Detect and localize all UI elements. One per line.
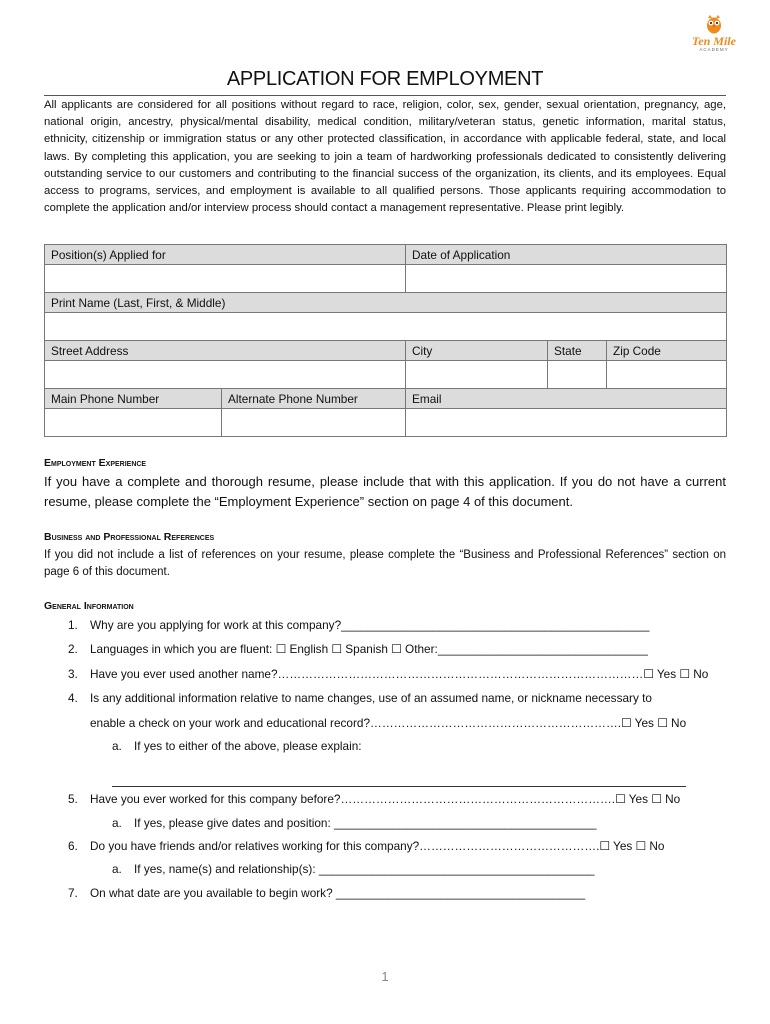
question-5[interactable] <box>68 792 680 806</box>
question-text: Languages in which you are fluent: ☐ English ☐ Spanish ☐ Other:________________________________ <box>90 642 648 656</box>
question-5a[interactable] <box>112 816 596 830</box>
city-field[interactable] <box>406 361 548 389</box>
question-number: 2. <box>68 642 78 656</box>
intro-paragraph: All applicants are considered for all positions without regard to race, religion, color, sex, gender, sexual orientation, pregnancy, age, national origin, ancestry, physical/mental disability, medical condition, military/veteran status, genetic information, marital status, ethnicity, citizenship or immigration status or any other protected classification, in accordance with applicable federal, state, and local laws. By completing this application, you are seeking to join a team of hardworking professionals dedicated to consistently delivering outstanding service to our customers and contributing to the financial success of the organization, its clients, and its employees. Equal access to programs, services, and employment is available to all qualified persons. Those applicants requiring accommodation to complete the application and/or interview process should contact a management representative. Please print legibly. <box>44 99 726 215</box>
question-4-continued[interactable] <box>90 716 686 730</box>
alt-phone-field[interactable] <box>222 409 406 437</box>
name-label: Print Name (Last, First, & Middle) <box>45 293 727 313</box>
logo-brand-text: Ten Mile <box>692 34 736 48</box>
email-field[interactable] <box>406 409 727 437</box>
positions-field[interactable] <box>45 265 406 293</box>
state-field[interactable] <box>548 361 607 389</box>
question-1[interactable] <box>68 618 650 632</box>
question-4a <box>112 739 362 753</box>
state-label: State <box>548 341 607 361</box>
question-text: Is any additional information relative to name changes, use of an assumed name, or nickname necessary to <box>90 691 652 705</box>
employment-heading: Employment Experience <box>44 457 147 469</box>
question-number: 5. <box>68 792 78 806</box>
question-number: 7. <box>68 886 78 900</box>
owl-mascot-icon <box>705 14 723 34</box>
email-label: Email <box>406 389 727 409</box>
explain-answer-line[interactable] <box>112 786 686 787</box>
question-text: If yes, please give dates and position: ________________________________________ <box>134 816 597 830</box>
question-6[interactable] <box>68 839 665 853</box>
page-title: APPLICATION FOR EMPLOYMENT <box>226 68 544 90</box>
question-text: If yes to either of the above, please explain: <box>134 739 362 753</box>
logo-sub-text: ACADEMY <box>699 47 729 52</box>
question-number: 6. <box>68 839 78 853</box>
name-field[interactable] <box>45 313 727 341</box>
question-number: a. <box>112 739 122 753</box>
zip-field[interactable] <box>607 361 727 389</box>
positions-label: Position(s) Applied for <box>45 245 406 265</box>
question-7[interactable] <box>68 886 585 900</box>
question-number: a. <box>112 862 122 876</box>
street-label: Street Address <box>45 341 406 361</box>
question-2[interactable] <box>68 642 648 656</box>
question-number: 4. <box>68 691 78 705</box>
date-field[interactable] <box>406 265 727 293</box>
question-number: 1. <box>68 618 78 632</box>
question-text: On what date are you available to begin work? ______________________________________ <box>90 886 586 900</box>
main-phone-label: Main Phone Number <box>45 389 222 409</box>
city-label: City <box>406 341 548 361</box>
alt-phone-label: Alternate Phone Number <box>222 389 406 409</box>
question-text: Have you ever used another name?…………………………………………………………………………………☐ Yes ☐ No <box>90 667 709 681</box>
question-number: 3. <box>68 667 78 681</box>
title-divider <box>44 95 726 96</box>
zip-label: Zip Code <box>607 341 727 361</box>
question-text: Have you ever worked for this company before?…………………………………………………………….☐ Yes ☐ No <box>90 792 681 806</box>
main-phone-field[interactable] <box>45 409 222 437</box>
street-field[interactable] <box>45 361 406 389</box>
question-text: Do you have friends and/or relatives working for this company?……………………………………….☐ Yes ☐ No <box>90 839 665 853</box>
question-text: If yes, name(s) and relationship(s): __________________________________________ <box>134 862 595 876</box>
question-3[interactable] <box>68 667 708 681</box>
applicant-info-form <box>44 244 727 437</box>
page-number: 1 <box>381 969 389 984</box>
general-heading: General Information <box>44 600 134 612</box>
question-text: Why are you applying for work at this company?_______________________________________________ <box>90 618 650 632</box>
date-label: Date of Application <box>406 245 727 265</box>
company-logo <box>686 14 742 64</box>
question-6a[interactable] <box>112 862 594 876</box>
references-text: If you did not include a list of references on your resume, please complete the “Business and Professional References” section on page 6 of this document. <box>44 549 726 578</box>
question-4 <box>68 691 652 705</box>
question-number: a. <box>112 816 122 830</box>
question-text: enable a check on your work and educational record?……………………………………………………….☐ Yes ☐ No <box>90 716 687 730</box>
employment-text: If you have a complete and thorough resume, please include that with this application. If you do not have a current resume, please complete the “Employment Experience” section on page 4 of this document. <box>44 474 726 509</box>
references-heading: Business and Professional References <box>44 531 215 543</box>
